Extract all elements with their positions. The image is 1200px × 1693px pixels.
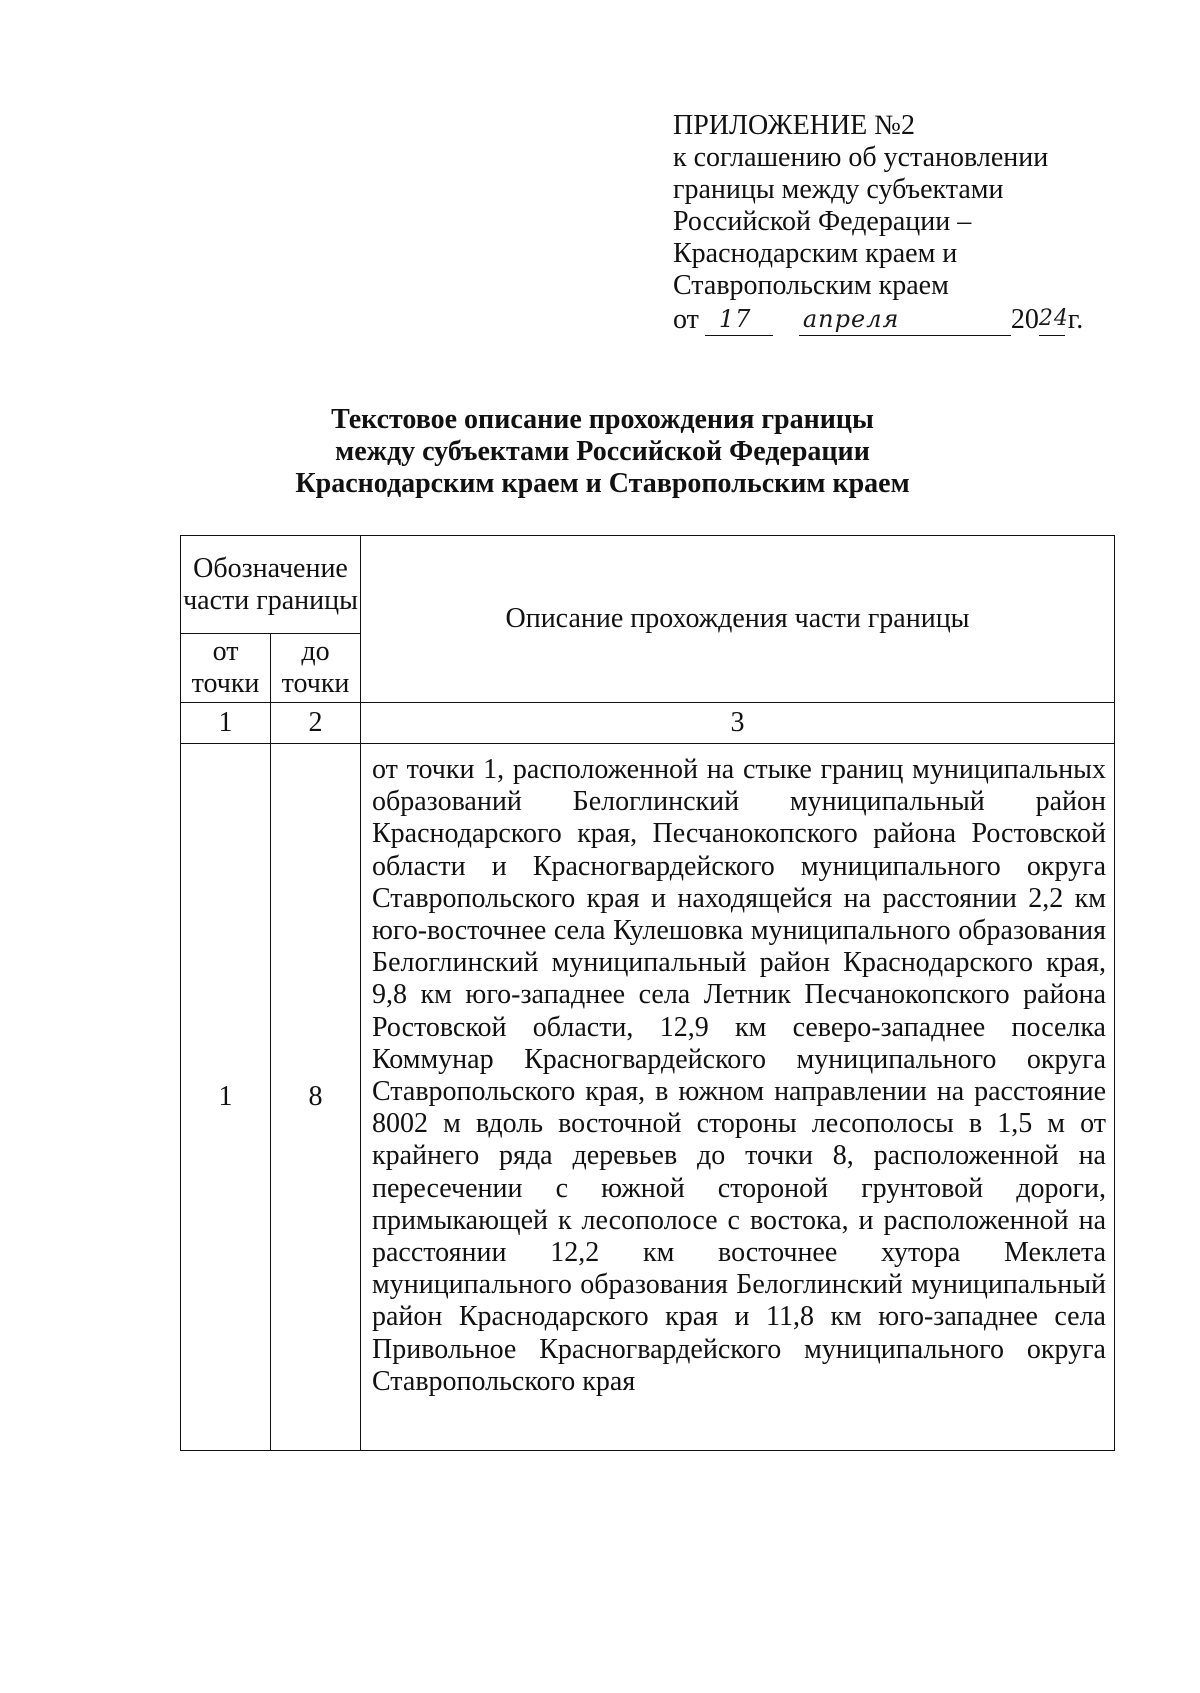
title-line-1: Текстовое описание прохождения границы [331,404,874,435]
document-title [180,404,1025,500]
header-to-point: до точки [271,634,361,703]
date-day-field [705,307,773,336]
date-day-handwritten: 17 [718,305,752,333]
date-year-field [1038,306,1069,336]
appendix-line-2: границы между субъектами [673,174,1004,205]
header-boundary-part: Обозначение части границы [181,536,361,634]
date-month-field [799,307,1011,336]
column-number-2: 2 [271,703,361,744]
header-from-point: от точки [181,634,271,703]
date-prefix: от [673,304,699,335]
title-line-2: между субъектами Российской Федерации [335,436,870,467]
appendix-header [673,110,1153,336]
title-line-3: Краснодарским краем и Ставропольским краем [295,468,910,499]
header-description: Описание прохождения части границы [361,536,1115,703]
date-year-handwritten: 24 [1038,306,1069,331]
date-year-prefix: 20 [1010,304,1039,335]
appendix-date-line [673,302,1153,336]
column-number-3: 3 [361,703,1115,744]
table-row [181,744,1115,1451]
appendix-line-4: Краснодарским краем и [673,238,958,269]
boundary-table [180,535,1115,1451]
column-number-1: 1 [181,703,271,744]
appendix-line-5: Ставропольским краем [673,270,949,301]
date-suffix: г. [1067,304,1084,335]
row-from-point: 1 [181,744,271,1451]
appendix-line-1: к соглашению об установлении [673,142,1049,173]
date-month-handwritten: апреля [802,305,900,333]
appendix-title: ПРИЛОЖЕНИЕ №2 [673,110,915,141]
row-to-point: 8 [271,744,361,1451]
appendix-line-3: Российской Федерации – [673,206,972,237]
row-description: от точки 1, расположенной на стыке границ муниципальных образований Белоглинский муниципальный район Краснодарского края, Песчанокопского района Ростовской области и Красногвардейского муниципального округа Ставропольского края и находящейся на расстоянии 2,2 км юго-восточнее села Кулешовка муниципального образования Белоглинский муниципальный район Краснодарского края, 9,8 км юго-западнее села Летник Песчанокопского района Ростовской области, 12,9 км северо-западнее поселка Коммунар Красногвардейского муниципального округа Ставропольского края, в южном направлении на расстояние 8002 м вдоль восточной стороны лесополосы в 1,5 м от крайнего ряда деревьев до точки 8, расположенной на пересечении с южной стороной грунтовой дороги, примыкающей к лесополосе с востока, и расположенной на расстоянии 12,2 км восточнее хутора Меклета муниципального образования Белоглинский муниципальный район Краснодарского края и 11,8 км юго-западнее села Привольное Красногвардейского муниципального округа Ставропольского края [361,744,1115,1451]
